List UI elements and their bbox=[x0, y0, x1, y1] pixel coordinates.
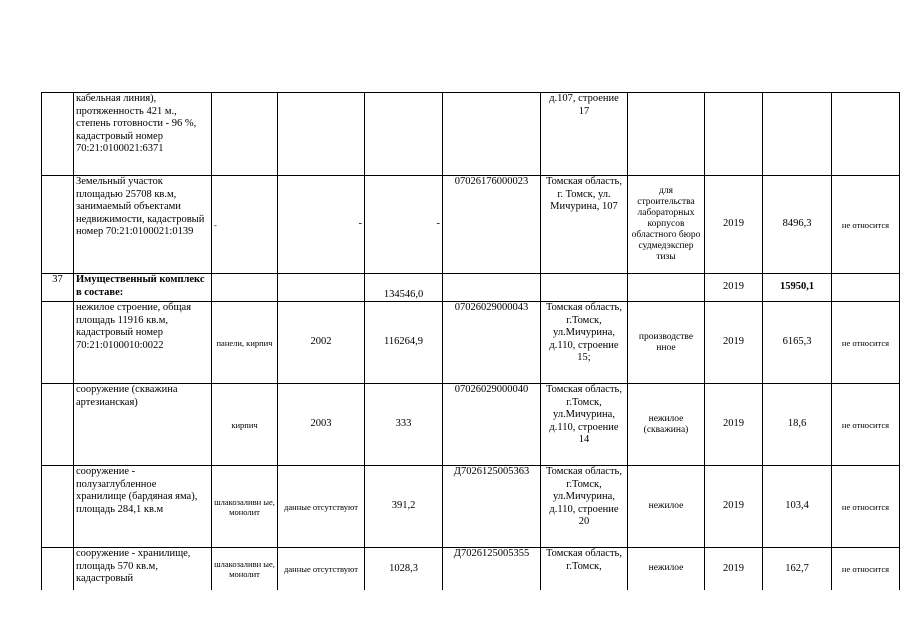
cell-name: Земельный участок площадью 25708 кв.м, занимаемый объектами недвижимости, кадастровый номер 70:21:0100021:0139 bbox=[74, 176, 212, 274]
cell-reg-year: 2019 bbox=[705, 548, 763, 590]
cell-year-built: 2003 bbox=[278, 384, 365, 466]
cell-reg-year: 2019 bbox=[705, 274, 763, 302]
cell-relation: не относится bbox=[832, 384, 900, 466]
cell-address: Томская область, г.Томск, ул.Мичурина, д.110, строение 15; bbox=[541, 302, 628, 384]
cell-area: 134546,0 bbox=[365, 274, 443, 302]
cell-cadastral-id: Д7026125005355 bbox=[443, 548, 541, 590]
cell-name: сооружение - хранилище, площадь 570 кв.м, кадастровый bbox=[74, 548, 212, 590]
cell-year-built: 2002 bbox=[278, 302, 365, 384]
cell-name: сооружение (скважина артезианская) bbox=[74, 384, 212, 466]
cell-material: - bbox=[212, 176, 278, 274]
cell-number bbox=[42, 93, 74, 176]
table-row bbox=[42, 302, 900, 384]
cell-use: нежилое bbox=[628, 466, 705, 548]
cell-year-built bbox=[278, 274, 365, 302]
cell-relation: не относится bbox=[832, 176, 900, 274]
cell-use: для строительства лабораторных корпусов областного бюро судмедэкспер тизы bbox=[628, 176, 705, 274]
cell-reg-year: 2019 bbox=[705, 384, 763, 466]
cell-area bbox=[365, 93, 443, 176]
cell-reg-year: 2019 bbox=[705, 176, 763, 274]
cell-value: 8496,3 bbox=[763, 176, 832, 274]
cell-address: Томская область, г.Томск, bbox=[541, 548, 628, 590]
cell-relation: не относится bbox=[832, 302, 900, 384]
cell-value: 162,7 bbox=[763, 548, 832, 590]
cell-value: 15950,1 bbox=[763, 274, 832, 302]
cell-value: 18,6 bbox=[763, 384, 832, 466]
cell-use: производстве нное bbox=[628, 302, 705, 384]
cell-material: панели, кирпич bbox=[212, 302, 278, 384]
cell-value: 6165,3 bbox=[763, 302, 832, 384]
cell-material bbox=[212, 93, 278, 176]
cell-reg-year: 2019 bbox=[705, 302, 763, 384]
cell-name: нежилое строение, общая площадь 11916 кв.м, кадастровый номер 70:21:0100010:0022 bbox=[74, 302, 212, 384]
cell-material: кирпич bbox=[212, 384, 278, 466]
cell-material bbox=[212, 274, 278, 302]
table-row bbox=[42, 274, 900, 302]
cell-year-built: - bbox=[278, 176, 365, 274]
cell-relation: не относится bbox=[832, 548, 900, 590]
cell-reg-year bbox=[705, 93, 763, 176]
cell-number bbox=[42, 548, 74, 590]
cell-area: 391,2 bbox=[365, 466, 443, 548]
cell-area: 116264,9 bbox=[365, 302, 443, 384]
cell-cadastral-id: 07026029000040 bbox=[443, 384, 541, 466]
table-row bbox=[42, 384, 900, 466]
cell-value bbox=[763, 93, 832, 176]
cell-material: шлакозаливн ые, монолит bbox=[212, 548, 278, 590]
cell-year-built: данные отсутствуют bbox=[278, 548, 365, 590]
cell-number bbox=[42, 176, 74, 274]
cell-use: нежилое bbox=[628, 548, 705, 590]
cell-address: Томская область, г.Томск, ул.Мичурина, д.110, строение 14 bbox=[541, 384, 628, 466]
cell-address: д.107, строение 17 bbox=[541, 93, 628, 176]
cell-number bbox=[42, 466, 74, 548]
cell-address bbox=[541, 274, 628, 302]
cell-address: Томская область, г.Томск, ул.Мичурина, д.110, строение 20 bbox=[541, 466, 628, 548]
cell-relation bbox=[832, 93, 900, 176]
cell-area: 1028,3 bbox=[365, 548, 443, 590]
table-row bbox=[42, 548, 900, 590]
table-row bbox=[42, 176, 900, 274]
table-row bbox=[42, 466, 900, 548]
cell-relation bbox=[832, 274, 900, 302]
cell-area: 333 bbox=[365, 384, 443, 466]
property-register-table bbox=[41, 92, 900, 590]
cell-cadastral-id: Д7026125005363 bbox=[443, 466, 541, 548]
cell-name: Имущественный комплекс в составе: bbox=[74, 274, 212, 302]
cell-use: нежилое (скважина) bbox=[628, 384, 705, 466]
cell-use bbox=[628, 274, 705, 302]
cell-cadastral-id: 07026029000043 bbox=[443, 302, 541, 384]
cell-material: шлакозаливн ые, монолит bbox=[212, 466, 278, 548]
cell-use bbox=[628, 93, 705, 176]
cell-address: Томская область, г. Томск, ул. Мичурина, 107 bbox=[541, 176, 628, 274]
cell-number bbox=[42, 302, 74, 384]
cell-name: сооружение - полузаглубленное хранилище (бардяная яма), площадь 284,1 кв.м bbox=[74, 466, 212, 548]
cell-cadastral-id bbox=[443, 93, 541, 176]
table-row bbox=[42, 93, 900, 176]
cell-number: 37 bbox=[42, 274, 74, 302]
cell-value: 103,4 bbox=[763, 466, 832, 548]
cell-relation: не относится bbox=[832, 466, 900, 548]
cell-year-built: данные отсутствуют bbox=[278, 466, 365, 548]
cell-cadastral-id bbox=[443, 274, 541, 302]
cell-reg-year: 2019 bbox=[705, 466, 763, 548]
cell-year-built bbox=[278, 93, 365, 176]
cell-area: - bbox=[365, 176, 443, 274]
cell-cadastral-id: 07026176000023 bbox=[443, 176, 541, 274]
cell-number bbox=[42, 384, 74, 466]
cell-name: кабельная линия), протяженность 421 м., степень готовности - 96 %, кадастровый номер 70:21:0100021:6371 bbox=[74, 93, 212, 176]
